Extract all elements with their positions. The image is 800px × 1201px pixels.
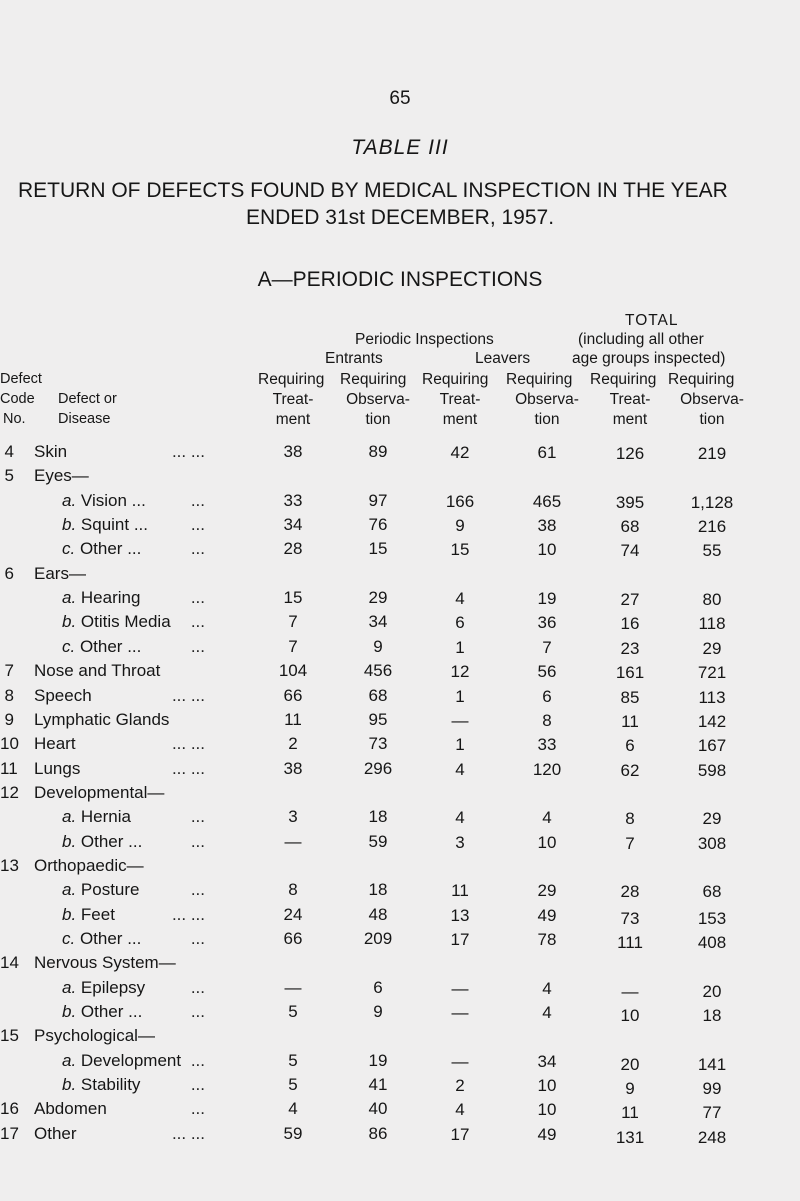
value-cell: 48: [368, 905, 388, 924]
row-leader-dots: ...: [190, 1075, 205, 1094]
value-cell: 408: [697, 933, 727, 952]
row-code: 9: [4, 710, 14, 729]
value-cell: 4: [455, 1100, 465, 1119]
row-label: [62, 515, 148, 535]
row-label-text: Lymphatic Glands: [34, 710, 170, 729]
row-label: [62, 929, 141, 949]
value-cell: 86: [368, 1124, 388, 1143]
row-label-text: Squint ...: [80, 515, 149, 534]
row-label-text: Nervous System—: [34, 953, 176, 972]
value-cell: 4: [542, 1003, 552, 1022]
value-cell: 1,128: [690, 493, 734, 512]
value-cell: 9: [373, 637, 383, 656]
row-label-text: Orthopaedic—: [34, 856, 144, 875]
row-label-text: Otitis Media: [80, 612, 171, 631]
value-cell: 85: [620, 688, 640, 707]
value-cell: 33: [537, 735, 557, 754]
value-cell: 4: [542, 979, 552, 998]
value-cell: 23: [620, 639, 640, 658]
row-label: [34, 710, 169, 730]
value-cell: 34: [537, 1052, 557, 1071]
row-leader-dots: ...: [190, 1002, 205, 1021]
value-cell: 18: [368, 807, 388, 826]
row-label-text: Hearing: [80, 588, 141, 607]
value-cell: 41: [368, 1075, 388, 1094]
value-cell: 8: [625, 809, 635, 828]
row-leader-dots: ...: [190, 1099, 205, 1118]
row-label: [62, 832, 142, 852]
value-cell: 7: [288, 612, 298, 631]
row-label-prefix: b.: [62, 515, 81, 534]
value-cell: 24: [283, 905, 303, 924]
value-cell: 9: [373, 1002, 383, 1021]
header-tion-1: tion: [365, 411, 391, 428]
row-label-text: Epilepsy: [80, 978, 146, 997]
value-cell: 17: [450, 930, 470, 949]
header-requiring-1: Requiring: [258, 371, 325, 388]
value-cell: 6: [625, 736, 635, 755]
value-cell: 78: [537, 930, 557, 949]
value-cell: —: [284, 832, 302, 851]
value-cell: 10: [537, 833, 557, 852]
value-cell: 19: [537, 589, 557, 608]
row-code: 12: [0, 783, 19, 802]
value-cell: 6: [542, 687, 552, 706]
header-requiring-4: Requiring: [506, 371, 573, 388]
row-code: 14: [0, 953, 19, 972]
row-leader-dots: ...: [190, 929, 205, 948]
value-cell: 77: [702, 1103, 722, 1122]
header-total: TOTAL: [625, 312, 679, 329]
value-cell: 166: [445, 492, 475, 511]
row-leader-dots: ...: [190, 807, 205, 826]
header-treat-2: Treat-: [439, 391, 481, 408]
row-code: 11: [0, 759, 18, 778]
row-label-text: Eyes—: [34, 466, 89, 485]
value-cell: 5: [288, 1075, 298, 1094]
value-cell: —: [451, 1052, 469, 1071]
value-cell: 219: [697, 444, 727, 463]
value-cell: 6: [373, 978, 383, 997]
row-label-prefix: b.: [62, 1075, 81, 1094]
value-cell: 118: [698, 614, 726, 633]
value-cell: 15: [450, 540, 470, 559]
value-cell: 15: [368, 539, 388, 558]
row-leader-dots: ... ...: [171, 442, 205, 461]
row-label: [34, 1099, 107, 1119]
value-cell: 3: [455, 833, 465, 852]
value-cell: 11: [451, 881, 469, 900]
row-label-text: Hernia: [80, 807, 131, 826]
row-label-text: Other ...: [80, 1002, 143, 1021]
value-cell: 34: [368, 612, 388, 631]
row-label-text: Development: [80, 1051, 182, 1070]
row-leader-dots: ...: [190, 832, 205, 851]
value-cell: 99: [702, 1079, 722, 1098]
header-requiring-3: Requiring: [422, 371, 489, 388]
header-treat-1: Treat-: [272, 391, 314, 408]
value-cell: 167: [697, 736, 727, 755]
value-cell: 5: [288, 1051, 298, 1070]
value-cell: 7: [625, 834, 635, 853]
row-label: [34, 564, 86, 584]
row-code: 17: [0, 1124, 19, 1143]
value-cell: 18: [702, 1006, 722, 1025]
value-cell: 56: [537, 662, 557, 681]
row-label-prefix: a.: [62, 1051, 81, 1070]
value-cell: 29: [702, 639, 722, 658]
value-cell: 8: [542, 711, 552, 730]
row-leader-dots: ... ...: [171, 686, 205, 705]
header-total-sub1: (including all other: [578, 331, 704, 348]
value-cell: 38: [537, 516, 557, 535]
header-treat-3: Treat-: [609, 391, 651, 408]
value-cell: 2: [288, 734, 298, 753]
header-periodic: Periodic Inspections: [355, 331, 494, 348]
row-code: 8: [4, 686, 14, 705]
row-label-text: Developmental—: [34, 783, 165, 802]
value-cell: 104: [278, 661, 308, 680]
row-label-prefix: a.: [62, 807, 81, 826]
value-cell: 126: [615, 444, 645, 463]
value-cell: 9: [625, 1079, 635, 1098]
row-label-text: Other ...: [79, 539, 142, 558]
value-cell: 18: [368, 880, 388, 899]
value-cell: 38: [283, 759, 303, 778]
value-cell: 721: [697, 663, 727, 682]
row-label-text: Lungs: [34, 759, 81, 778]
value-cell: —: [451, 979, 469, 998]
value-cell: 2: [455, 1076, 465, 1095]
value-cell: 42: [450, 443, 470, 462]
row-label-text: Other ...: [80, 832, 143, 851]
row-code: 10: [0, 734, 19, 753]
report-title-line-1: RETURN OF DEFECTS FOUND BY MEDICAL INSPECTION IN THE YEAR: [18, 179, 728, 202]
value-cell: 296: [363, 759, 393, 778]
row-label-text: Other ...: [79, 929, 142, 948]
row-leader-dots: ... ...: [171, 759, 205, 778]
value-cell: 113: [698, 688, 726, 707]
page-number: 65: [389, 88, 411, 109]
value-cell: 17: [450, 1125, 470, 1144]
header-ment-2: ment: [442, 411, 478, 428]
value-cell: 89: [368, 442, 388, 461]
row-label-text: Abdomen: [34, 1099, 107, 1118]
value-cell: 7: [288, 637, 298, 656]
value-cell: 141: [697, 1055, 727, 1074]
row-label: [62, 1002, 142, 1022]
value-cell: 19: [368, 1051, 388, 1070]
row-label: [34, 1026, 155, 1046]
row-label-text: Heart: [34, 734, 76, 753]
row-label-prefix: c.: [62, 539, 80, 558]
value-cell: —: [284, 978, 302, 997]
value-cell: 131: [615, 1128, 645, 1147]
value-cell: 4: [542, 808, 552, 827]
row-leader-dots: ...: [190, 1051, 205, 1070]
row-label-prefix: c.: [62, 929, 80, 948]
value-cell: 95: [368, 710, 388, 729]
value-cell: 59: [283, 1124, 303, 1143]
row-label-text: Psychological—: [34, 1026, 155, 1045]
row-label-prefix: b.: [62, 832, 81, 851]
value-cell: 28: [620, 882, 640, 901]
row-leader-dots: ...: [190, 588, 205, 607]
value-cell: 28: [283, 539, 303, 558]
row-code: 16: [0, 1099, 19, 1118]
value-cell: 27: [620, 590, 640, 609]
value-cell: 4: [288, 1099, 298, 1118]
row-label-text: Ears—: [34, 564, 86, 583]
value-cell: 62: [620, 761, 640, 780]
value-cell: 216: [697, 517, 727, 536]
row-leader-dots: ... ...: [171, 905, 205, 924]
value-cell: 248: [697, 1128, 727, 1147]
header-ment-3: ment: [612, 411, 648, 428]
row-leader-dots: ...: [190, 978, 205, 997]
row-code: 15: [0, 1026, 19, 1045]
value-cell: 11: [284, 710, 302, 729]
row-code: 4: [4, 442, 14, 461]
value-cell: 13: [450, 906, 470, 925]
header-observa-2: Observa-: [515, 391, 579, 408]
row-label-prefix: c.: [62, 637, 80, 656]
value-cell: 12: [450, 662, 470, 681]
value-cell: 68: [620, 517, 640, 536]
value-cell: 36: [537, 613, 557, 632]
row-label: [62, 612, 171, 632]
row-label-prefix: b.: [62, 905, 81, 924]
row-label-text: Other: [34, 1124, 77, 1143]
value-cell: 74: [620, 541, 640, 560]
header-ment-1: ment: [275, 411, 311, 428]
value-cell: 49: [537, 906, 557, 925]
row-label: [62, 588, 140, 608]
value-cell: 20: [702, 982, 722, 1001]
value-cell: 34: [283, 515, 303, 534]
row-leader-dots: ...: [190, 880, 205, 899]
value-cell: 66: [283, 929, 303, 948]
value-cell: —: [451, 1003, 469, 1022]
row-label: [34, 783, 164, 803]
row-label: [34, 661, 160, 681]
table-title: TABLE III: [351, 136, 449, 159]
value-cell: 5: [288, 1002, 298, 1021]
row-label-prefix: b.: [62, 1002, 81, 1021]
value-cell: 49: [537, 1125, 557, 1144]
value-cell: 161: [615, 663, 645, 682]
row-label: [62, 491, 146, 511]
row-label: [62, 905, 115, 925]
value-cell: 10: [537, 540, 557, 559]
row-label: [34, 759, 80, 779]
header-entrants: Entrants: [325, 350, 383, 367]
value-cell: 68: [702, 882, 722, 901]
value-cell: —: [451, 711, 469, 730]
value-cell: 61: [537, 443, 557, 462]
report-title-line-2: ENDED 31st DECEMBER, 1957.: [245, 206, 555, 229]
value-cell: 111: [617, 933, 643, 952]
row-leader-dots: ... ...: [171, 734, 205, 753]
value-cell: 80: [702, 590, 722, 609]
value-cell: 97: [368, 491, 388, 510]
row-label-text: Posture: [80, 880, 140, 899]
value-cell: 66: [283, 686, 303, 705]
header-leavers: Leavers: [475, 350, 531, 367]
value-cell: 1: [455, 735, 465, 754]
row-label: [34, 1124, 77, 1144]
row-label: [34, 856, 144, 876]
row-label-prefix: a.: [62, 880, 81, 899]
value-cell: 73: [368, 734, 388, 753]
row-label: [62, 1075, 140, 1095]
value-cell: 4: [455, 589, 465, 608]
value-cell: 7: [542, 638, 552, 657]
value-cell: 33: [283, 491, 303, 510]
value-cell: 465: [532, 492, 562, 511]
row-label: [34, 442, 67, 462]
value-cell: 76: [368, 515, 388, 534]
row-label: [62, 978, 145, 998]
row-label-prefix: a.: [62, 491, 81, 510]
header-requiring-5: Requiring: [590, 371, 657, 388]
header-defect-or: Defect or: [58, 391, 117, 407]
row-label: [34, 686, 92, 706]
value-cell: 120: [532, 760, 562, 779]
row-leader-dots: ...: [190, 612, 205, 631]
header-tion-3: tion: [699, 411, 725, 428]
header-disease: Disease: [58, 411, 111, 427]
header-observa-1: Observa-: [346, 391, 410, 408]
row-label-text: Vision ...: [80, 491, 146, 510]
row-code: 5: [4, 466, 14, 485]
value-cell: 29: [537, 881, 557, 900]
row-leader-dots: ...: [190, 491, 205, 510]
row-code: 13: [0, 856, 19, 875]
row-label-text: Speech: [34, 686, 92, 705]
row-label: [62, 807, 131, 827]
header-defect: Defect: [0, 371, 42, 387]
row-leader-dots: ...: [190, 515, 205, 534]
row-label: [62, 880, 140, 900]
value-cell: 10: [537, 1100, 557, 1119]
value-cell: 68: [368, 686, 388, 705]
header-requiring-2: Requiring: [340, 371, 407, 388]
value-cell: 15: [283, 588, 303, 607]
value-cell: 3: [288, 807, 298, 826]
value-cell: 11: [621, 1103, 639, 1122]
row-code: 7: [4, 661, 14, 680]
value-cell: 10: [537, 1076, 557, 1095]
value-cell: 29: [368, 588, 388, 607]
row-label: [34, 734, 76, 754]
value-cell: 11: [621, 712, 639, 731]
row-label-text: Stability: [80, 1075, 141, 1094]
row-label-text: Feet: [80, 905, 115, 924]
row-leader-dots: ... ...: [171, 1124, 205, 1143]
row-label-text: Skin: [34, 442, 68, 461]
row-label-prefix: a.: [62, 978, 81, 997]
value-cell: 4: [455, 760, 465, 779]
row-label: [62, 637, 141, 657]
value-cell: 20: [620, 1055, 640, 1074]
row-code: 6: [4, 564, 14, 583]
value-cell: 308: [697, 834, 727, 853]
header-tion-2: tion: [534, 411, 560, 428]
value-cell: 38: [283, 442, 303, 461]
row-label: [34, 466, 89, 486]
header-code: Code: [0, 391, 35, 407]
value-cell: 209: [363, 929, 393, 948]
value-cell: 1: [455, 638, 465, 657]
value-cell: 142: [697, 712, 727, 731]
value-cell: 456: [363, 661, 393, 680]
row-leader-dots: ...: [190, 637, 205, 656]
value-cell: 6: [455, 613, 465, 632]
value-cell: 29: [702, 809, 722, 828]
row-label-text: Other ...: [79, 637, 142, 656]
header-no: No.: [3, 411, 26, 427]
value-cell: 8: [288, 880, 298, 899]
value-cell: 16: [620, 614, 640, 633]
value-cell: 395: [615, 493, 645, 512]
row-label: [62, 1051, 181, 1071]
value-cell: 59: [368, 832, 388, 851]
value-cell: 4: [455, 808, 465, 827]
value-cell: 9: [455, 516, 465, 535]
row-label: [34, 953, 176, 973]
value-cell: 1: [455, 687, 465, 706]
row-leader-dots: ...: [190, 539, 205, 558]
section-heading: A—PERIODIC INSPECTIONS: [257, 268, 543, 291]
row-label: [62, 539, 141, 559]
value-cell: 598: [697, 761, 727, 780]
value-cell: —: [621, 982, 639, 1001]
header-observa-3: Observa-: [680, 391, 744, 408]
row-label-text: Nose and Throat: [34, 661, 161, 680]
row-label-prefix: b.: [62, 612, 81, 631]
header-requiring-6: Requiring: [668, 371, 735, 388]
row-label-prefix: a.: [62, 588, 81, 607]
value-cell: 40: [368, 1099, 388, 1118]
value-cell: 73: [620, 909, 640, 928]
header-total-sub2: age groups inspected): [572, 350, 726, 367]
value-cell: 55: [702, 541, 722, 560]
value-cell: 10: [620, 1006, 640, 1025]
value-cell: 153: [697, 909, 727, 928]
